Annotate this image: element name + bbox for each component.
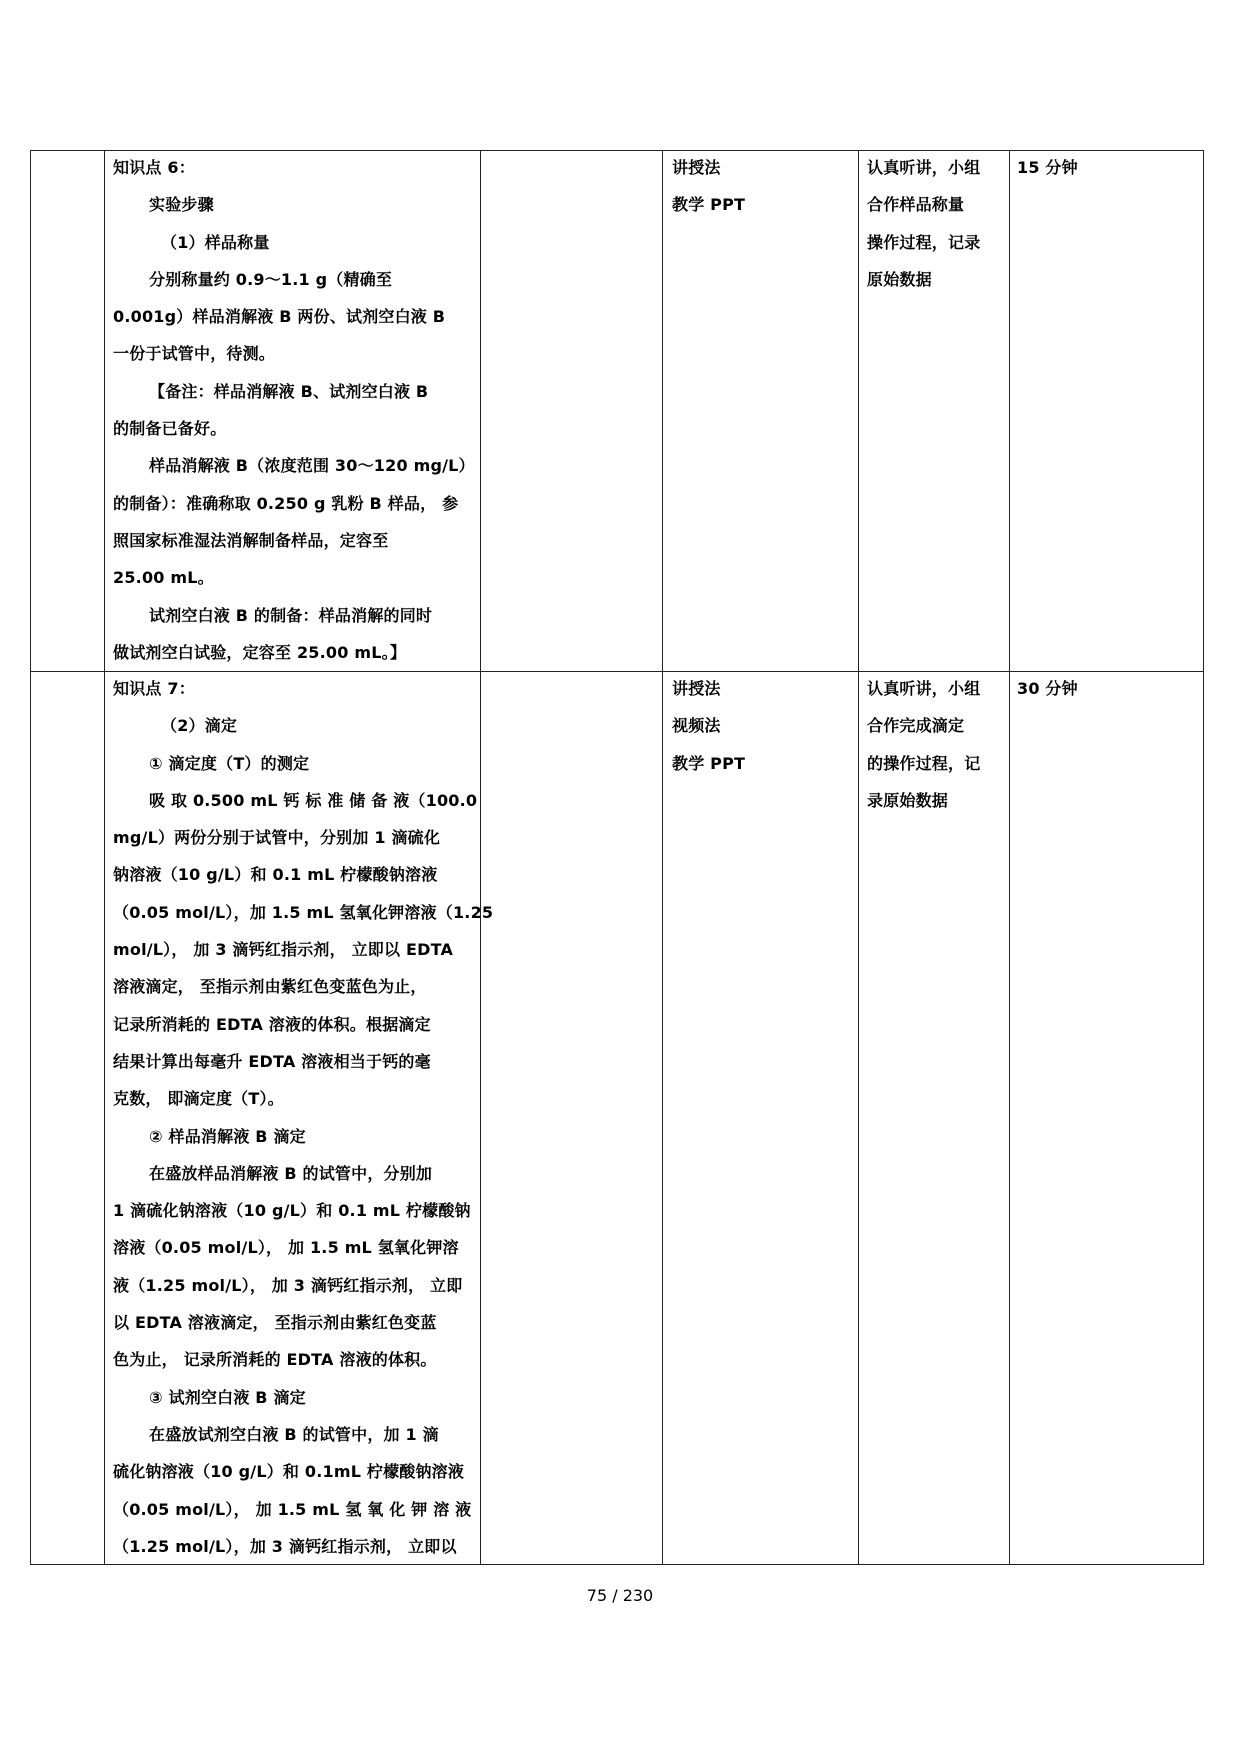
text-line: ② 样品消解液 B 滴定 — [149, 1126, 306, 1146]
text-line: mg/L）两份分别于试管中，分别加 1 滴硫化 — [113, 828, 441, 848]
text-line: 讲授法 — [672, 158, 721, 177]
text-line: ③ 试剂空白液 B 滴定 — [149, 1387, 306, 1407]
text-line: 视频法 — [672, 716, 721, 736]
text-line: 结果计算出每毫升 EDTA 溶液相当于钙的毫 — [113, 1051, 431, 1071]
row-1-activities-cell — [867, 149, 1007, 298]
text-line: 的制备已备好。 — [113, 419, 227, 439]
text-line: 分别称量约 0.9～1.1 g（精确至 — [149, 269, 393, 289]
row-1-activities-lines — [867, 149, 1007, 298]
text-line: 1 滴硫化钠溶液（10 g/L）和 0.1 mL 柠檬酸钠 — [113, 1201, 471, 1221]
text-line: 合作完成滴定 — [867, 716, 965, 736]
text-line: 讲授法 — [672, 679, 721, 698]
row-2-activities-lines — [867, 670, 1007, 819]
text-line: 操作过程，记录 — [867, 232, 981, 252]
row-1-time: 15 分钟 — [1017, 158, 1078, 177]
row-2-content-lines — [113, 670, 494, 1565]
lesson-table — [30, 150, 1204, 1565]
row-2-methods-cell — [672, 670, 852, 782]
text-line: 的操作过程，记 — [867, 753, 981, 773]
page-number: 75 / 230 — [586, 1586, 654, 1605]
text-line: 色为止， 记录所消耗的 EDTA 溶液的体积。 — [113, 1350, 437, 1370]
row-2-activities-cell — [867, 670, 1007, 819]
text-line: mol/L）， 加 3 滴钙红指示剂， 立即以 EDTA — [113, 940, 454, 960]
row-2-time: 30 分钟 — [1017, 679, 1078, 698]
text-line: 教学 PPT — [672, 753, 746, 773]
text-line: ① 滴定度（T）的测定 — [149, 753, 310, 773]
text-line: 知识点 7： — [113, 679, 195, 698]
text-line: 以 EDTA 溶液滴定， 至指示剂由紫红色变蓝 — [113, 1313, 437, 1333]
text-line: 在盛放试剂空白液 B 的试管中，加 1 滴 — [149, 1424, 439, 1444]
text-line: 原始数据 — [867, 269, 932, 289]
text-line: 25.00 mL。 — [113, 568, 214, 588]
text-line: 认真听讲，小组 — [867, 679, 981, 698]
text-line: 0.001g）样品消解液 B 两份、试剂空白液 B — [113, 307, 446, 327]
text-line: 合作样品称量 — [867, 195, 965, 215]
text-line: 液（1.25 mol/L）， 加 3 滴钙红指示剂， 立即 — [113, 1275, 463, 1295]
text-line: （0.05 mol/L），加 1.5 mL 氢氧化钾溶液（1.25 — [113, 902, 494, 922]
text-line: 溶液滴定， 至指示剂由紫红色变蓝色为止， — [113, 977, 427, 997]
column-divider — [662, 151, 663, 1564]
row-1-methods-lines — [672, 149, 852, 224]
column-divider — [480, 151, 481, 1564]
text-line: 教学 PPT — [672, 195, 746, 215]
row-1-time-cell — [1017, 149, 1197, 186]
row-2-time-cell — [1017, 670, 1197, 707]
text-line: 做试剂空白试验，定容至 25.00 mL。】 — [113, 642, 407, 662]
row-1-content-cell — [113, 149, 475, 671]
text-line: 【备注：样品消解液 B、试剂空白液 B — [149, 381, 429, 401]
text-line: 实验步骤 — [149, 195, 214, 215]
text-line: 钠溶液（10 g/L）和 0.1 mL 柠檬酸钠溶液 — [113, 865, 438, 885]
text-line: 样品消解液 B（浓度范围 30～120 mg/L） — [149, 456, 475, 476]
text-line: 克数， 即滴定度（T）。 — [113, 1089, 284, 1109]
row-2-methods-lines — [672, 670, 852, 782]
text-line: 记录所消耗的 EDTA 溶液的体积。根据滴定 — [113, 1014, 431, 1034]
text-line: 溶液（0.05 mol/L）， 加 1.5 mL 氢氧化钾溶 — [113, 1238, 459, 1258]
row-1-content-lines — [113, 149, 475, 671]
text-line: （1.25 mol/L），加 3 滴钙红指示剂， 立即以 — [113, 1536, 457, 1556]
text-line: 一份于试管中，待测。 — [113, 344, 276, 364]
text-line: 的制备）：准确称取 0.250 g 乳粉 B 样品， 参 — [113, 493, 459, 513]
column-divider — [858, 151, 859, 1564]
text-line: （2）滴定 — [161, 716, 238, 736]
row-1-methods-cell — [672, 149, 852, 224]
text-line: 照国家标准湿法消解制备样品，定容至 — [113, 530, 389, 550]
text-line: 吸 取 0.500 mL 钙 标 准 储 备 液（100.0 — [149, 790, 478, 810]
text-line: 试剂空白液 B 的制备：样品消解的同时 — [149, 605, 433, 625]
text-line: 认真听讲，小组 — [867, 158, 981, 177]
text-line: （0.05 mol/L）， 加 1.5 mL 氢 氧 化 钾 溶 液 — [113, 1499, 472, 1519]
column-divider — [1009, 151, 1010, 1564]
text-line: 硫化钠溶液（10 g/L）和 0.1mL 柠檬酸钠溶液 — [113, 1462, 465, 1482]
text-line: 知识点 6： — [113, 158, 195, 177]
text-line: 在盛放样品消解液 B 的试管中，分别加 — [149, 1163, 433, 1183]
column-divider — [104, 151, 105, 1564]
text-line: （1）样品称量 — [161, 232, 270, 252]
text-line: 录原始数据 — [867, 790, 949, 810]
row-2-content-cell — [113, 670, 494, 1565]
